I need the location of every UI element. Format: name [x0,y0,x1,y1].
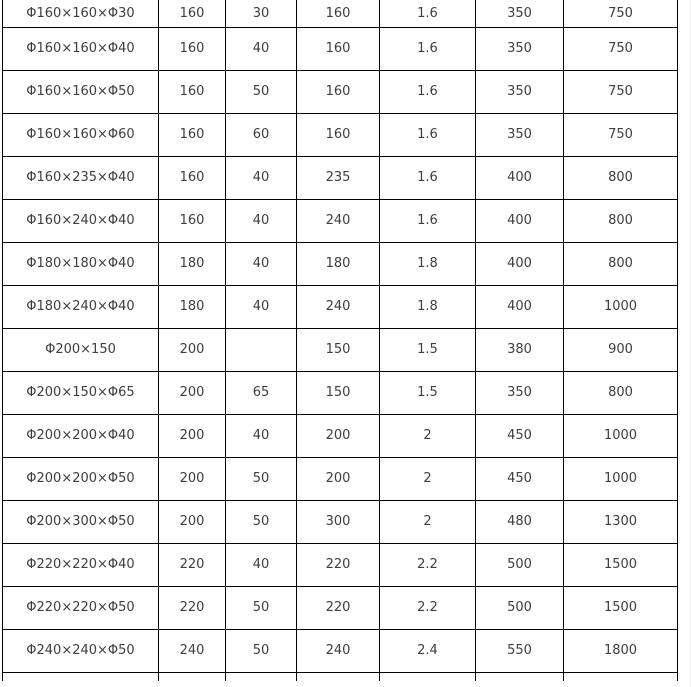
table-cell: Φ160×160×Φ60 [3,113,159,156]
table-cell: 150 [297,328,380,371]
table-row-partial [3,672,678,681]
table-cell [564,672,678,681]
table-cell: 160 [159,156,226,199]
table-cell [476,672,564,681]
table-cell: 500 [476,586,564,629]
table-cell: 200 [159,457,226,500]
table-cell: 1.6 [380,156,476,199]
table-cell: 1.6 [380,70,476,113]
table-cell: 50 [226,70,297,113]
table-cell: 40 [226,242,297,285]
table-cell: 220 [297,586,380,629]
table-row [3,371,678,414]
table-cell: 300 [297,500,380,543]
table-cell [380,672,476,681]
table-cell: 240 [159,629,226,672]
table-cell: 450 [476,457,564,500]
table-cell: 50 [226,500,297,543]
table-cell: 160 [159,0,226,27]
table-cell: 160 [159,113,226,156]
table-row [3,457,678,500]
table-cell: Φ220×220×Φ40 [3,543,159,586]
table-cell: 1.6 [380,199,476,242]
table-cell: Φ220×220×Φ50 [3,586,159,629]
table-row [3,285,678,328]
table-cell: 240 [297,199,380,242]
table-cell: Φ160×160×Φ50 [3,70,159,113]
table-cell: 480 [476,500,564,543]
table-cell: 220 [297,543,380,586]
table-cell: Φ200×200×Φ40 [3,414,159,457]
table-row [3,500,678,543]
table-cell: 350 [476,113,564,156]
table-cell: 40 [226,414,297,457]
table-row [3,629,678,672]
table-cell: 450 [476,414,564,457]
table-cell: 150 [297,371,380,414]
table-cell [159,672,226,681]
table-cell: Φ200×150×Φ65 [3,371,159,414]
table-cell: 800 [564,199,678,242]
table-cell: 1300 [564,500,678,543]
table-row [3,70,678,113]
table-cell: 2.2 [380,586,476,629]
table-cell: 400 [476,242,564,285]
table-cell: 900 [564,328,678,371]
table-cell: 160 [297,70,380,113]
table-cell: Φ200×300×Φ50 [3,500,159,543]
table-cell: 1000 [564,414,678,457]
table-cell: 350 [476,27,564,70]
table-cell: 40 [226,156,297,199]
table-cell: 1800 [564,629,678,672]
table-row [3,543,678,586]
table-cell: 180 [159,242,226,285]
table-cell: 2 [380,457,476,500]
table-cell: 800 [564,156,678,199]
table-cell: Φ200×150 [3,328,159,371]
table-cell: 2.4 [380,629,476,672]
table-cell: 1.8 [380,285,476,328]
table-cell: 180 [297,242,380,285]
table-cell: 40 [226,27,297,70]
table-row [3,414,678,457]
table-cell: 350 [476,371,564,414]
table-cell: 30 [226,0,297,27]
table-cell: Φ180×180×Φ40 [3,242,159,285]
table-row [3,586,678,629]
table-cell: 350 [476,0,564,27]
table-cell: 160 [297,0,380,27]
table-row [3,27,678,70]
table-cell: 160 [159,199,226,242]
table-cell: 200 [159,414,226,457]
table-cell: 1.6 [380,27,476,70]
table-cell: 40 [226,285,297,328]
spec-table-body [3,0,678,681]
table-cell: 40 [226,199,297,242]
table-cell: 1500 [564,586,678,629]
table-row [3,242,678,285]
table-cell [297,672,380,681]
table-cell: 160 [297,113,380,156]
table-cell: 550 [476,629,564,672]
table-cell: 1.6 [380,113,476,156]
table-cell: 400 [476,199,564,242]
table-cell: 1.5 [380,371,476,414]
table-cell: 1000 [564,457,678,500]
table-cell: 2.2 [380,543,476,586]
table-cell: 160 [297,27,380,70]
table-cell: 800 [564,371,678,414]
table-cell: 235 [297,156,380,199]
table-cell: 50 [226,586,297,629]
table-cell: 2 [380,414,476,457]
table-cell: 1.6 [380,0,476,27]
table-row [3,328,678,371]
table-cell [226,672,297,681]
table-cell: 500 [476,543,564,586]
table-cell: 200 [297,414,380,457]
table-cell [3,672,159,681]
table-cell: Φ180×240×Φ40 [3,285,159,328]
table-cell: Φ200×200×Φ50 [3,457,159,500]
table-cell: 800 [564,242,678,285]
table-cell: 50 [226,457,297,500]
table-row [3,0,678,27]
table-row [3,199,678,242]
table-cell: 1.8 [380,242,476,285]
spec-table [2,0,678,681]
table-cell: 380 [476,328,564,371]
table-cell: 1500 [564,543,678,586]
table-cell: Φ160×240×Φ40 [3,199,159,242]
table-cell: 2 [380,500,476,543]
table-row [3,156,678,199]
table-cell: 350 [476,70,564,113]
table-cell: 1.5 [380,328,476,371]
table-viewport [2,0,678,681]
table-row [3,113,678,156]
table-cell [226,328,297,371]
table-cell: 160 [159,27,226,70]
table-cell: 40 [226,543,297,586]
table-cell: Φ160×160×Φ40 [3,27,159,70]
table-cell: 60 [226,113,297,156]
table-cell: 200 [159,500,226,543]
table-cell: 220 [159,586,226,629]
table-cell: 50 [226,629,297,672]
table-cell: 400 [476,285,564,328]
table-cell: 400 [476,156,564,199]
table-cell: 180 [159,285,226,328]
table-cell: 750 [564,0,678,27]
table-cell: Φ240×240×Φ50 [3,629,159,672]
table-cell: 200 [159,371,226,414]
table-cell: 240 [297,629,380,672]
table-cell: Φ160×160×Φ30 [3,0,159,27]
table-cell: Φ160×235×Φ40 [3,156,159,199]
table-cell: 200 [159,328,226,371]
table-cell: 750 [564,70,678,113]
table-cell: 65 [226,371,297,414]
table-cell: 220 [159,543,226,586]
table-cell: 160 [159,70,226,113]
table-cell: 750 [564,113,678,156]
table-cell: 750 [564,27,678,70]
table-cell: 1000 [564,285,678,328]
table-cell: 200 [297,457,380,500]
table-cell: 240 [297,285,380,328]
